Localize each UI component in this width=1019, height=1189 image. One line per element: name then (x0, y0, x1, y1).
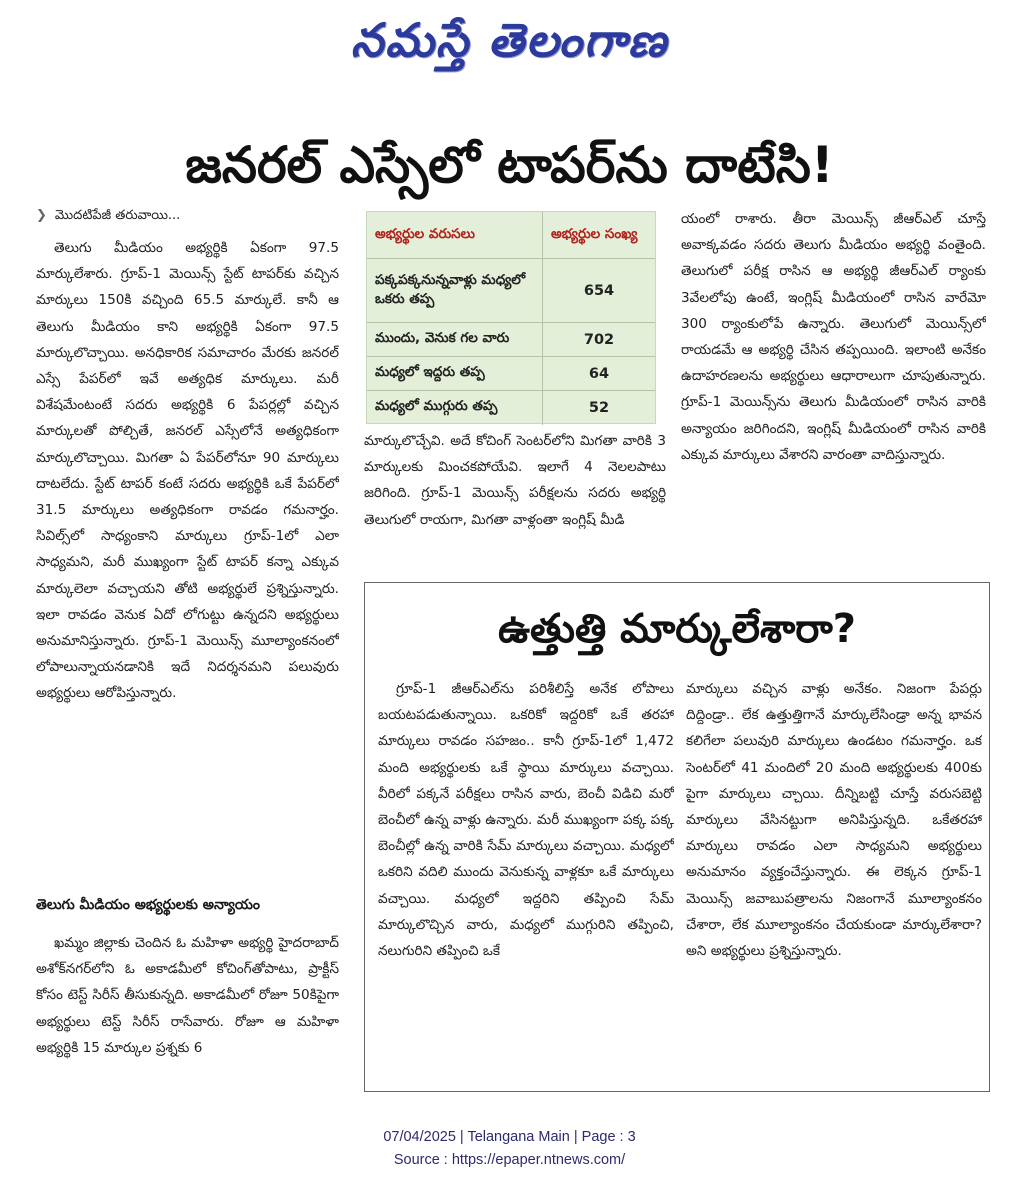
table-row (367, 357, 655, 391)
sidebar-box-column-2 (686, 676, 982, 1086)
continuation-note (36, 203, 336, 229)
article-column-1-continued (36, 930, 339, 1125)
masthead-logo: నమస్తే తెలంగాణ (350, 13, 669, 67)
table-cell-count: 52 (543, 391, 656, 425)
article-column-3 (681, 206, 986, 576)
table-cell-label: మధ్యలో ముగ్గురు తప్ప (367, 391, 543, 425)
table-cell-label: పక్కపక్కనున్నవాళ్లు మధ్యలో ఒకరు తప్ప (367, 259, 543, 323)
paragraph: మార్కులొచ్చేవి. అదే కోచింగ్ సెంటర్‌లోని మిగతా వారికి 3 మార్కులకు మించకపోయేవి. ఇలాగే 4 నెలలపాటు జరిగింది. గ్రూప్-1 మెయిన్స్ పరీక్షలను సదరు అభ్యర్థి తెలుగులో రాయగా, మిగతా వాళ్లంతా ఇంగ్లిష్ మీడి (364, 433, 666, 528)
stats-table-grid (367, 212, 655, 425)
subheading-text: తెలుగు మీడియం అభ్యర్థులకు అన్యాయం (36, 897, 261, 913)
paragraph: గ్రూప్-1 జీఆర్‌ఎల్‌ను పరిశీలిస్తే అనేక లోపాలు బయటపడుతున్నాయి. ఒకరికో ఇద్దరికో ఒకే తరహా మార్కులు రావడం సహజం.. కానీ గ్రూప్-1లో 1,472 మంది అభ్యర్థులకు ఒకే స్థాయి మార్కులు వచ్చాయి. వీరిలో పక్కనే పరీక్షలు రాసిన వారు, బెంచీ విడిచి మరో బెంచీలో ఉన్న వాళ్లు ఉన్నారు. మరీ ముఖ్యంగా పక్క పక్క బెంచీల్లో ఉన్న వారికి సేమ్ మార్కులు వచ్చాయి. మధ్యలో ఒకరిని వదిలి ముందు వెనుకున్న వాళ్లకూ ఒకే మార్కులు వచ్చాయి. మధ్యలో ఇద్దరిని తప్పించి సేమ్ మార్కులొచ్చిన వారు, మధ్యలో ముగ్గురిని తప్పించి, నలుగురిని తప్పించి ఒకే (378, 681, 674, 960)
footer-source-link[interactable]: Source : https://epaper.ntnews.com/ (393, 1152, 626, 1168)
table-row (367, 391, 655, 425)
paragraph: ఖమ్మం జిల్లాకు చెందిన ఓ మహిళా అభ్యర్థి హైదరాబాద్ అశోక్‌నగర్‌లోని ఓ అకాడమీలో కోచింగ్‌తోపాటు, ప్రాక్టీస్ కోసం టెస్ట్ సిరీస్ తీసుకున్నది. అకాడమీలో రోజూ 50కిపైగా అభ్యర్థులు టెస్ట్ సిరీస్ రాసేవారు. రోజూ ఆ మహిళా అభ్యర్థికి 15 మార్కుల ప్రశ్నకు 6 (36, 935, 339, 1056)
continuation-label: మొదటిపేజీ తరువాయి... (54, 208, 181, 223)
table-cell-count: 64 (543, 357, 656, 391)
table-cell-count: 654 (543, 259, 656, 323)
table-row (367, 259, 655, 323)
table-header-row (367, 212, 655, 259)
sidebar-box-title: ఉత్తుత్తి మార్కులేశారా? (498, 606, 856, 652)
table-header-rows: అభ్యర్థుల వరుసలు (375, 225, 475, 242)
article-headline: జనరల్ ఎస్సేలో టాపర్‌ను దాటేసి! (185, 136, 834, 194)
article-column-2 (364, 428, 666, 578)
paragraph: యంలో రాశారు. తీరా మెయిన్స్ జీఆర్‌ఎల్ చూస్తే అవాక్కవడం సదరు తెలుగు మీడియం అభ్యర్థి వంతైంది. తెలుగులో పరీక్ష రాసిన ఆ అభ్యర్థి జీఆర్‌ఎల్ ర్యాంకు 3వేలలోపు ఉంటే, ఇంగ్లిష్ మీడియంలో రాసిన వారేమో 300 ర్యాంకులోపే ఉన్నారు. తెలుగులో మెయిన్స్‌లో రాయడమే ఆ అభ్యర్థి చేసిన తప్పయింది. ఇలాంటి అనేకం ఉదాహరణలను అభ్యర్థులు ఆధారాలుగా చూపుతున్నారు. గ్రూప్-1 మెయిన్స్‌ను తెలుగు మీడియంలో రాసిన వారికి అన్యాయం జరిగిందని, ఇంగ్లిష్ మీడియంలో రాసిన వారికి ఎక్కువ మార్కులు వేశారని వారంతా వాదిస్తున్నారు. (681, 211, 986, 463)
paragraph: మార్కులు వచ్చిన వాళ్లు అనేకం. నిజంగా పేపర్లు దిద్దిండ్రా.. లేక ఉత్తుత్తిగానే మార్కులేసిండ్రా అన్న భావన కలిగేలా పలువురి మార్కులు ఉండటం గమనార్హం. ఒక సెంటర్‌లో 41 మందిలో 20 మంది అభ్యర్థులకు 400కు పైగా మార్కులు చ్చాయి. దీన్నిబట్టి చూస్తే వరుసబెట్టి మార్కులు వేసినట్టుగా అనిపిస్తున్నది. ఒకేతరహా మార్కులు రావడం ఎలా సాధ్యమని అభ్యర్థులు అనుమానం వ్యక్తంచేస్తున్నారు. ఈ లెక్కన గ్రూప్-1 మెయిన్స్ జవాబుపత్రాలను నిజంగానే మూల్యాంకనం చేశారా, లేక మూల్యాంకనం చేయకుండా మార్కులేశారా? అని అభ్యర్థులు ప్రశ్నిస్తున్నారు. (686, 681, 982, 960)
table-row (367, 323, 655, 357)
table-cell-label: మధ్యలో ఇద్దరు తప్ప (367, 357, 543, 391)
sidebar-box-column-1 (378, 676, 674, 1086)
subheading (36, 892, 339, 922)
footer-date-edition: 07/04/2025 | Telangana Main | Page : 3 (383, 1129, 636, 1145)
article-column-1 (36, 235, 339, 885)
table-cell-count: 702 (543, 323, 656, 357)
table-header-count: అభ్యర్థుల సంఖ్య (543, 212, 656, 259)
paragraph: తెలుగు మీడియం అభ్యర్థికి ఏకంగా 97.5 మార్కులేశారు. గ్రూప్-1 మెయిన్స్ స్టేట్ టాపర్‌కు వచ్చిన మార్కులు 150కి వచ్చింది 65.5 మార్కులే. కానీ ఆ తెలుగు మీడియం కాని అభ్యర్థికి ఏకంగా 97.5 మార్కులొచ్చాయి. అనధికారిక సమాచారం మేరకు జనరల్ ఎస్సే పేపర్‌లో ఇవే అత్యధిక మార్కులు. మరీ విశేషమేంటంటే సదరు అభ్యర్థికి 6 పేపర్లల్లో వచ్చిన మార్కులతో పోల్చితే, జనరల్ ఎస్సేలోనే అత్యధికంగా మార్కులొచ్చాయి. మిగతా ఏ పేపర్‌లోనూ 90 మార్కులు దాటలేదు. స్టేట్ టాపర్ కంటే సదరు అభ్యర్థికి ఒకే పేపర్‌లో 31.5 మార్కులు అత్యధికంగా రావడం గమనార్హం. సివిల్స్‌లో సాధ్యంకాని మార్కులు గ్రూప్-1లో ఎలా సాధ్యమని, మరీ ముఖ్యంగా స్టేట్ టాపర్ కన్నా ఎక్కువ మార్కులెలా వచ్చాయని తోటి అభ్యర్థులే ప్రశ్నిస్తున్నారు. ఇలా రావడం వెనుక ఏదో లోగుట్టు ఉన్నదని అభ్యర్థులు అనుమానిస్తున్నారు. గ్రూప్-1 మెయిన్స్ మూల్యాంకనంలో లోపాలున్నాయనడానికి ఇదే నిదర్శనమని పలువురు అభ్యర్థులు ఆరోపిస్తున్నారు. (36, 240, 339, 702)
table-cell-label: ముందు, వెనుక గల వారు (367, 323, 543, 357)
chevron-right-icon: ❯ (36, 208, 47, 223)
candidate-rows-table (366, 211, 656, 424)
